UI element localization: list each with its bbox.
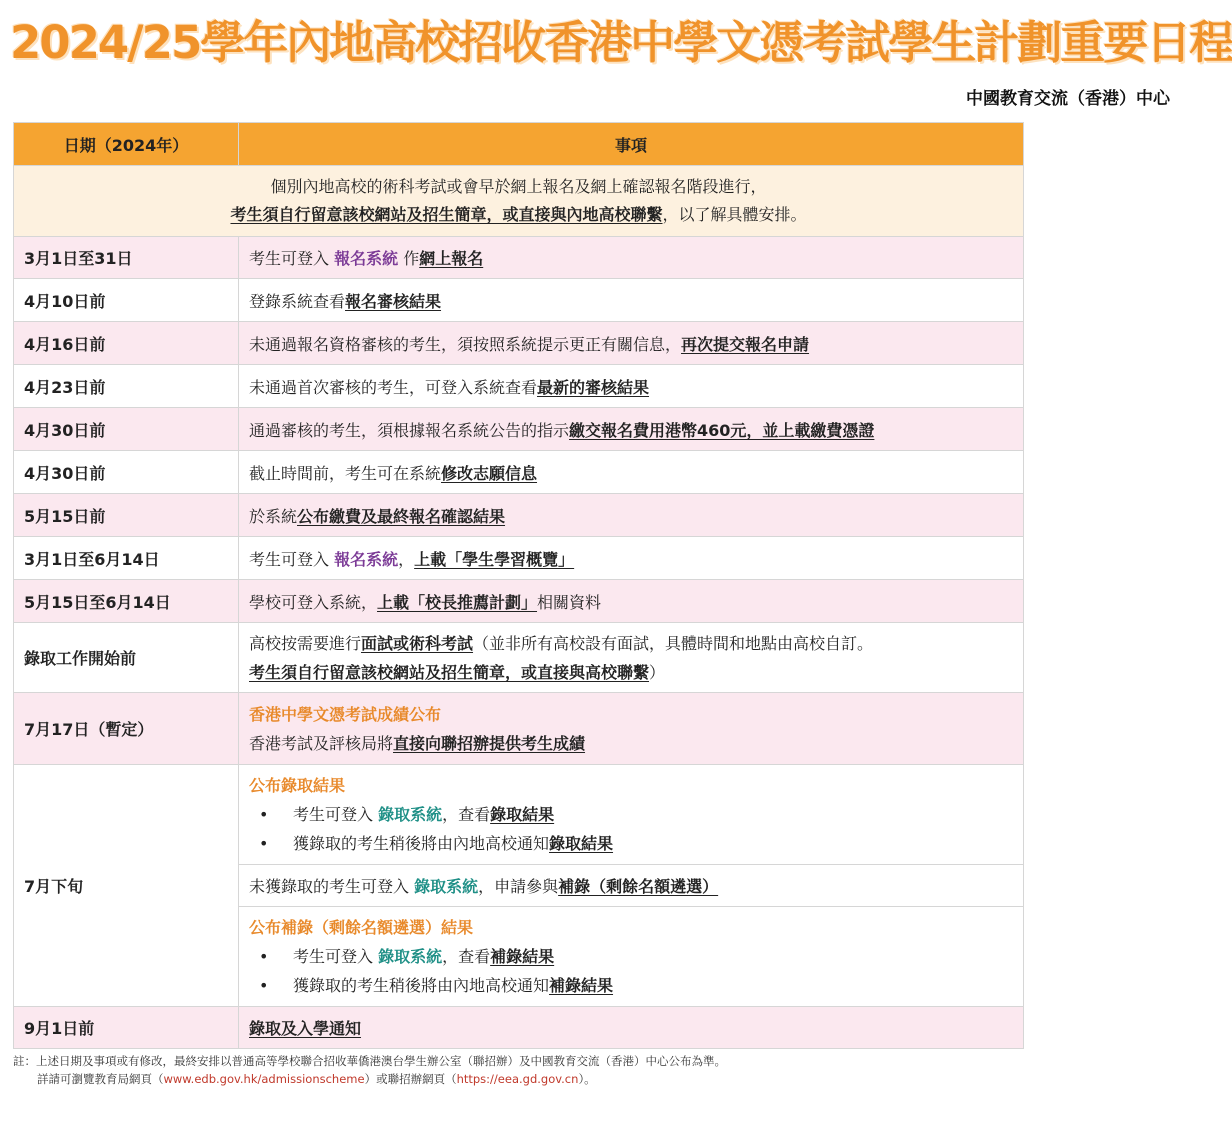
row-item: 截止時間前，考生可在系統修改志願信息 (239, 451, 1024, 494)
footnote-line1: 註：上述日期及事項或有修改，最終安排以普通高等學校聯合招收華僑港澳台學生辦公室（聯招辦）及中國教育交流（香港）中心公布為準。 (13, 1054, 726, 1068)
notice-line2-bold: 考生須自行留意該校網站及招生簡章，或直接與內地高校聯繫 (230, 205, 663, 224)
table-row (14, 237, 1024, 279)
row-item: 未通過報名資格審核的考生，須按照系統提示更正有關信息，再次提交報名申請 (239, 322, 1024, 365)
eea-link[interactable]: https://eea.gd.gov.cn (456, 1072, 579, 1086)
table-row (14, 451, 1024, 494)
row-date: 4月30日前 (14, 408, 239, 451)
table-row (14, 693, 1024, 765)
row-date: 5月15日至6月14日 (14, 580, 239, 623)
row-date: 5月15日前 (14, 494, 239, 537)
row-date: 4月10日前 (14, 279, 239, 322)
table-row (14, 623, 1024, 693)
footnote-line2: 詳請可瀏覽教育局網頁（www.edb.gov.hk/admissionscheme）或聯招辦網頁（https://eea.gd.gov.cn）。 (37, 1072, 596, 1086)
row-item: 公布補錄（剩餘名額遴選）結果 • 考生可登入 錄取系統，查看補錄結果 • 獲錄取的考生稍後將由內地高校通知補錄結果 (239, 907, 1024, 1007)
page-title: 2024/25學年內地高校招收香港中學文憑考試學生計劃重要日程 (10, 16, 1232, 69)
row-item: 高校按需要進行面試或術科考試（並非所有高校設有面試，具體時間和地點由高校自訂。 考生須自行留意該校網站及招生簡章，或直接與高校聯繫） (239, 623, 1024, 693)
row-item: 考生可登入 報名系統，上載「學生學習概覽」 (239, 537, 1024, 580)
table-row (14, 408, 1024, 451)
row-item: 考生可登入 報名系統 作網上報名 (239, 237, 1024, 279)
row-date: 3月1日至6月14日 (14, 537, 239, 580)
row-date: 錄取工作開始前 (14, 623, 239, 693)
row-date: 7月下旬 (14, 765, 239, 1007)
row-item: 未獲錄取的考生可登入 錄取系統，申請參與補錄（剩餘名額遴選） (239, 865, 1024, 907)
table-row (14, 765, 1024, 865)
row-item: 登錄系統查看報名審核結果 (239, 279, 1024, 322)
row-item: 未通過首次審核的考生，可登入系統查看最新的審核結果 (239, 365, 1024, 408)
table-row (14, 279, 1024, 322)
edb-link[interactable]: www.edb.gov.hk/admissionscheme (163, 1072, 365, 1086)
row-date: 4月30日前 (14, 451, 239, 494)
row-item: 香港中學文憑考試成績公布 香港考試及評核局將直接向聯招辦提供考生成績 (239, 693, 1024, 765)
table-row (14, 580, 1024, 623)
row-item: 於系統公布繳費及最終報名確認結果 (239, 494, 1024, 537)
notice-line2-rest: ，以了解具體安排。 (662, 205, 807, 224)
notice-row (14, 166, 1024, 237)
row-date: 7月17日（暫定） (14, 693, 239, 765)
notice-cell (14, 166, 1024, 237)
row-date: 4月23日前 (14, 365, 239, 408)
row-date: 3月1日至31日 (14, 237, 239, 279)
header-item: 事項 (239, 123, 1024, 166)
schedule-table (13, 122, 1024, 1049)
organization-name: 中國教育交流（香港）中心 (966, 89, 1170, 109)
footnote (13, 1052, 1053, 1088)
table-row (14, 494, 1024, 537)
row-item: 錄取及入學通知 (239, 1007, 1024, 1049)
table-row (14, 1007, 1024, 1049)
row-date: 4月16日前 (14, 322, 239, 365)
table-row (14, 322, 1024, 365)
notice-line1: 個別內地高校的術科考試或會早於網上報名及網上確認報名階段進行， (270, 177, 767, 196)
row-item: 通過審核的考生，須根據報名系統公告的指示繳交報名費用港幣460元，並上載繳費憑證 (239, 408, 1024, 451)
header-date: 日期（2024年） (14, 123, 239, 166)
row-item: 學校可登入系統，上載「校長推薦計劃」相關資料 (239, 580, 1024, 623)
table-header-row (14, 123, 1024, 166)
table-row (14, 537, 1024, 580)
row-item: 公布錄取結果 • 考生可登入 錄取系統，查看錄取結果 • 獲錄取的考生稍後將由內地高校通知錄取結果 (239, 765, 1024, 865)
row-date: 9月1日前 (14, 1007, 239, 1049)
table-row (14, 365, 1024, 408)
